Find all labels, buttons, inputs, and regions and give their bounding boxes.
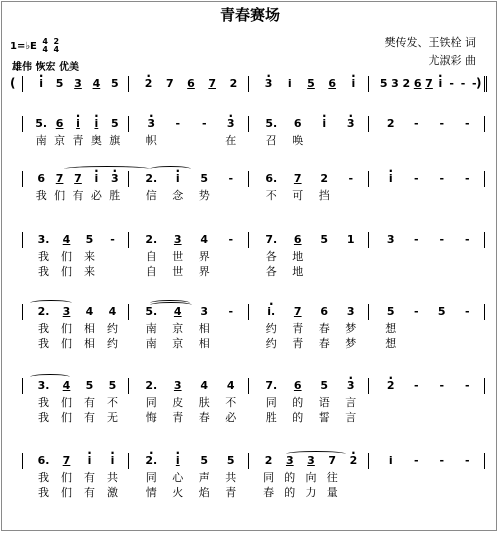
note: - [413,379,419,392]
lyric-char: 量 [326,486,338,499]
lyric-char: 想 [385,337,397,350]
lyric-char: 我 [38,471,49,484]
note: 2 [320,172,329,185]
note: 5 [307,77,315,90]
lyric-char: 地 [292,265,304,278]
lyric-char: 青 [72,134,84,147]
note: 7 [165,77,174,90]
lyric-char: 的 [284,471,296,484]
note: 5 [108,379,117,392]
lyric-char: 春 [318,322,330,335]
note: 4 [85,305,94,318]
lyric-char: 必 [225,411,237,424]
note: · i [76,118,80,130]
note: - [413,233,419,246]
note: · 2 [387,380,395,392]
note: 7 [425,77,433,90]
note: 3 [173,379,182,392]
note: 5. [35,117,48,130]
lyric-char: 们 [61,265,72,278]
lyric-char: 世 [172,265,184,278]
note: · i [95,118,99,130]
lyric-char: 有 [84,471,95,484]
note: 5 [55,77,64,90]
lyric-char: 梦 [345,337,357,350]
time-signature-1: 4 4 [42,37,48,54]
lyric-char: 在 [225,134,237,147]
lyric-char: 唤 [292,134,304,147]
open-paren: ( [10,76,16,90]
lyric-char: 念 [172,189,184,202]
note: - [413,454,419,467]
note: 4 [108,305,117,318]
note: · 3 [347,380,355,392]
note: 5 [320,379,329,392]
note: 4 [200,233,209,246]
lyric-char: 火 [172,486,184,499]
note: · 3 [347,118,355,130]
lyric-char: 焰 [198,486,210,499]
note: 2 [264,454,273,467]
lyric-char: 皮 [172,396,184,409]
note: 4 [173,305,182,318]
note: 3. [37,379,50,392]
note: 5 [85,379,94,392]
note: 2. [37,305,50,318]
note: 7 [62,454,71,467]
note: · 3 [111,173,119,185]
note: · 2. [145,455,157,467]
note: 3 [346,305,355,318]
lyric-char: 誓 [318,411,330,424]
lyric-char: 我 [38,486,49,499]
note: · i [176,455,180,467]
lyric-char: 向 [305,471,317,484]
note: - [464,117,470,130]
lyric-char: 的 [292,396,304,409]
note: 4 [62,379,71,392]
composer-credit: 尤淑彩 曲 [428,54,476,67]
note: 3 [200,305,209,318]
lyric-char: 我 [38,396,49,409]
lyric-char: 们 [61,322,72,335]
note: 4 [92,77,101,90]
lyric-char: 京 [172,337,184,350]
note: 3. [37,233,50,246]
song-title: 青春赛场 [219,6,280,24]
lyric-char: 们 [61,486,72,499]
lyric-char: 的 [284,486,296,499]
lyric-char: 相 [198,337,210,350]
note: 3 [74,77,82,90]
note: 2 [402,77,411,90]
note: 6. [265,172,278,185]
note: 5 [386,305,395,318]
lyric-char: 界 [198,265,210,278]
note: 5 [320,233,329,246]
lyric-char: 肤 [198,396,210,409]
note: - [464,379,470,392]
note: - [439,379,445,392]
lyric-char: 同 [145,396,157,409]
lyric-char: 有 [84,486,95,499]
score-frame [1,1,497,531]
lyric-char: 们 [61,337,72,350]
lyric-char: 约 [107,337,118,350]
lyric-char: 约 [265,322,277,335]
note: - [464,305,470,318]
lyric-char: 约 [107,322,118,335]
note: - [413,172,419,185]
lyric-char: 春 [263,486,275,499]
note: · i [88,455,92,467]
lyric-char: 必 [90,189,102,202]
note: - [460,77,466,90]
note: 5 [85,233,94,246]
note: 7 [293,172,302,185]
note: - [472,77,477,90]
lyric-char: 奥 [90,134,102,147]
note: 5 [379,77,388,90]
note: 6 [413,77,422,90]
lyric-char: 情 [145,486,157,499]
note: · 2 [350,455,358,467]
note: - [228,305,234,318]
time-signature-2: 2 4 [53,37,60,54]
note: · i. [267,306,275,318]
note: 7 [208,77,217,90]
lyric-char: 们 [61,396,72,409]
lyric-char: 们 [54,189,66,202]
note: - [413,117,419,130]
close-paren: ) [476,76,482,90]
lyric-char: 们 [61,471,72,484]
note: 4 [200,379,209,392]
lyric-char: 南 [145,337,157,350]
lyric-char: 相 [84,337,95,350]
note: i [287,77,292,90]
note: · 3 [227,118,235,130]
lyric-char: 同 [265,396,277,409]
note: - [110,233,115,246]
lyric-char: 不 [265,189,277,202]
note: 2. [145,172,158,185]
lyric-char: 们 [61,250,72,263]
note: - [464,454,470,467]
note: · 2 [145,78,153,90]
lyric-char: 语 [318,396,330,409]
note: 5 [200,172,209,185]
note: - [175,117,181,130]
lyric-char: 有 [72,189,84,202]
lyric-char: 自 [145,265,157,278]
lyric-char: 胜 [265,411,277,424]
lyric-char: 界 [198,250,210,263]
note: 7. [265,233,278,246]
lyric-char: 往 [326,471,338,484]
note: 5. [145,305,158,318]
lyric-char: 旗 [109,134,121,147]
lyric-char: 帜 [145,134,157,147]
note: · i [39,78,43,90]
note: 5 [226,454,235,467]
note: 3 [386,233,395,246]
note: · i [352,78,356,90]
lyric-char: 力 [305,486,317,499]
lyric-char: 想 [385,322,397,335]
lyric-char: 来 [84,265,95,278]
lyric-char: 有 [84,396,95,409]
lyric-char: 有 [84,411,95,424]
note: · i [176,173,180,185]
note: - [413,305,419,318]
note: - [439,233,445,246]
note: · i [438,78,442,90]
lyric-char: 可 [292,189,304,202]
lyric-char: 各 [265,250,277,263]
note: 7 [293,305,302,318]
note: 3 [307,454,315,467]
note: · i [389,173,393,185]
lyric-char: 同 [263,471,275,484]
lyric-char: 我 [38,250,49,263]
lyric-char: 不 [107,396,118,409]
lyric-char: 势 [198,189,210,202]
lyric-char: 挡 [318,189,330,202]
lyric-char: 的 [292,411,304,424]
note: - [228,233,234,246]
lyric-char: 南 [35,134,47,147]
note: - [439,454,445,467]
note: 3 [173,233,182,246]
key-signature [10,38,59,54]
note: i [388,454,393,467]
note: 7 [328,454,337,467]
lyric-char: 春 [198,411,210,424]
lyric-char: 我 [38,265,49,278]
note: · i [111,455,115,467]
tempo-marking: 雄伟 恢宏 优美 [12,62,79,73]
lyric-char: 心 [172,471,184,484]
note: · 3 [147,118,155,130]
note: 6 [320,305,329,318]
lyric-char: 京 [54,134,66,147]
lyric-char: 胜 [109,189,121,202]
note: 5. [265,117,278,130]
lyric-char: 青 [292,337,304,350]
lyricist-credit: 樊传发、王铁栓 词 [384,36,476,49]
lyric-char: 声 [198,471,210,484]
note: 6 [55,117,64,130]
lyric-char: 我 [38,337,49,350]
note: 6 [293,233,302,246]
note: 6 [37,172,46,185]
lyric-char: 春 [318,337,330,350]
lyric-char: 共 [225,471,237,484]
lyric-char: 来 [84,250,95,263]
lyric-char: 不 [225,396,237,409]
note: 5 [110,77,119,90]
note: 7 [55,172,64,185]
note: 2. [145,379,158,392]
note: - [464,172,470,185]
lyric-char: 青 [172,411,184,424]
note: - [449,77,454,90]
lyric-char: 相 [84,322,95,335]
lyric-char: 我 [38,411,49,424]
note: 3 [391,77,399,90]
lyric-char: 青 [225,486,237,499]
lyric-char: 言 [345,396,357,409]
lyric-char: 各 [265,265,277,278]
note: 3 [62,305,71,318]
note: 6 [187,77,195,90]
lyric-char: 召 [265,134,277,147]
note: - [464,233,470,246]
key-label: 1=♭E [10,41,37,52]
lyric-char: 约 [265,337,277,350]
note: · i [95,173,99,185]
lyric-char: 激 [107,486,118,499]
note: 6. [37,454,50,467]
note: 5 [110,117,119,130]
lyric-char: 我 [35,189,47,202]
lyric-char: 同 [145,471,157,484]
lyric-char: 言 [345,411,357,424]
note: 3 [285,454,294,467]
note: 2. [145,233,158,246]
lyric-char: 共 [107,471,118,484]
note: 2 [229,77,238,90]
note: 6 [328,77,337,90]
lyric-char: 京 [172,322,184,335]
note: - [439,117,445,130]
lyric-char: 梦 [345,322,357,335]
note: · 3 [265,78,273,90]
lyric-char: 我 [38,322,49,335]
note: - [228,172,234,185]
lyric-char: 悔 [145,411,157,424]
lyric-char: 南 [145,322,157,335]
lyric-char: 相 [198,322,210,335]
note: 5 [200,454,209,467]
lyric-char: 信 [145,189,157,202]
note: 7. [265,379,278,392]
lyric-char: 自 [145,250,157,263]
note: 6 [293,379,302,392]
lyric-char: 青 [292,322,304,335]
note: 5 [437,305,446,318]
lyric-char: 无 [107,411,118,424]
lyric-char: 们 [61,411,72,424]
note: 1 [346,233,355,246]
note: · i [322,118,326,130]
lyric-char: 地 [292,250,304,263]
note: - [439,172,445,185]
note: 4 [226,379,235,392]
note: - [348,172,354,185]
note: 2 [386,117,395,130]
note: 4 [62,233,71,246]
note: 6 [293,117,302,130]
note: 7 [74,172,82,185]
note: - [201,117,207,130]
lyric-char: 世 [172,250,184,263]
